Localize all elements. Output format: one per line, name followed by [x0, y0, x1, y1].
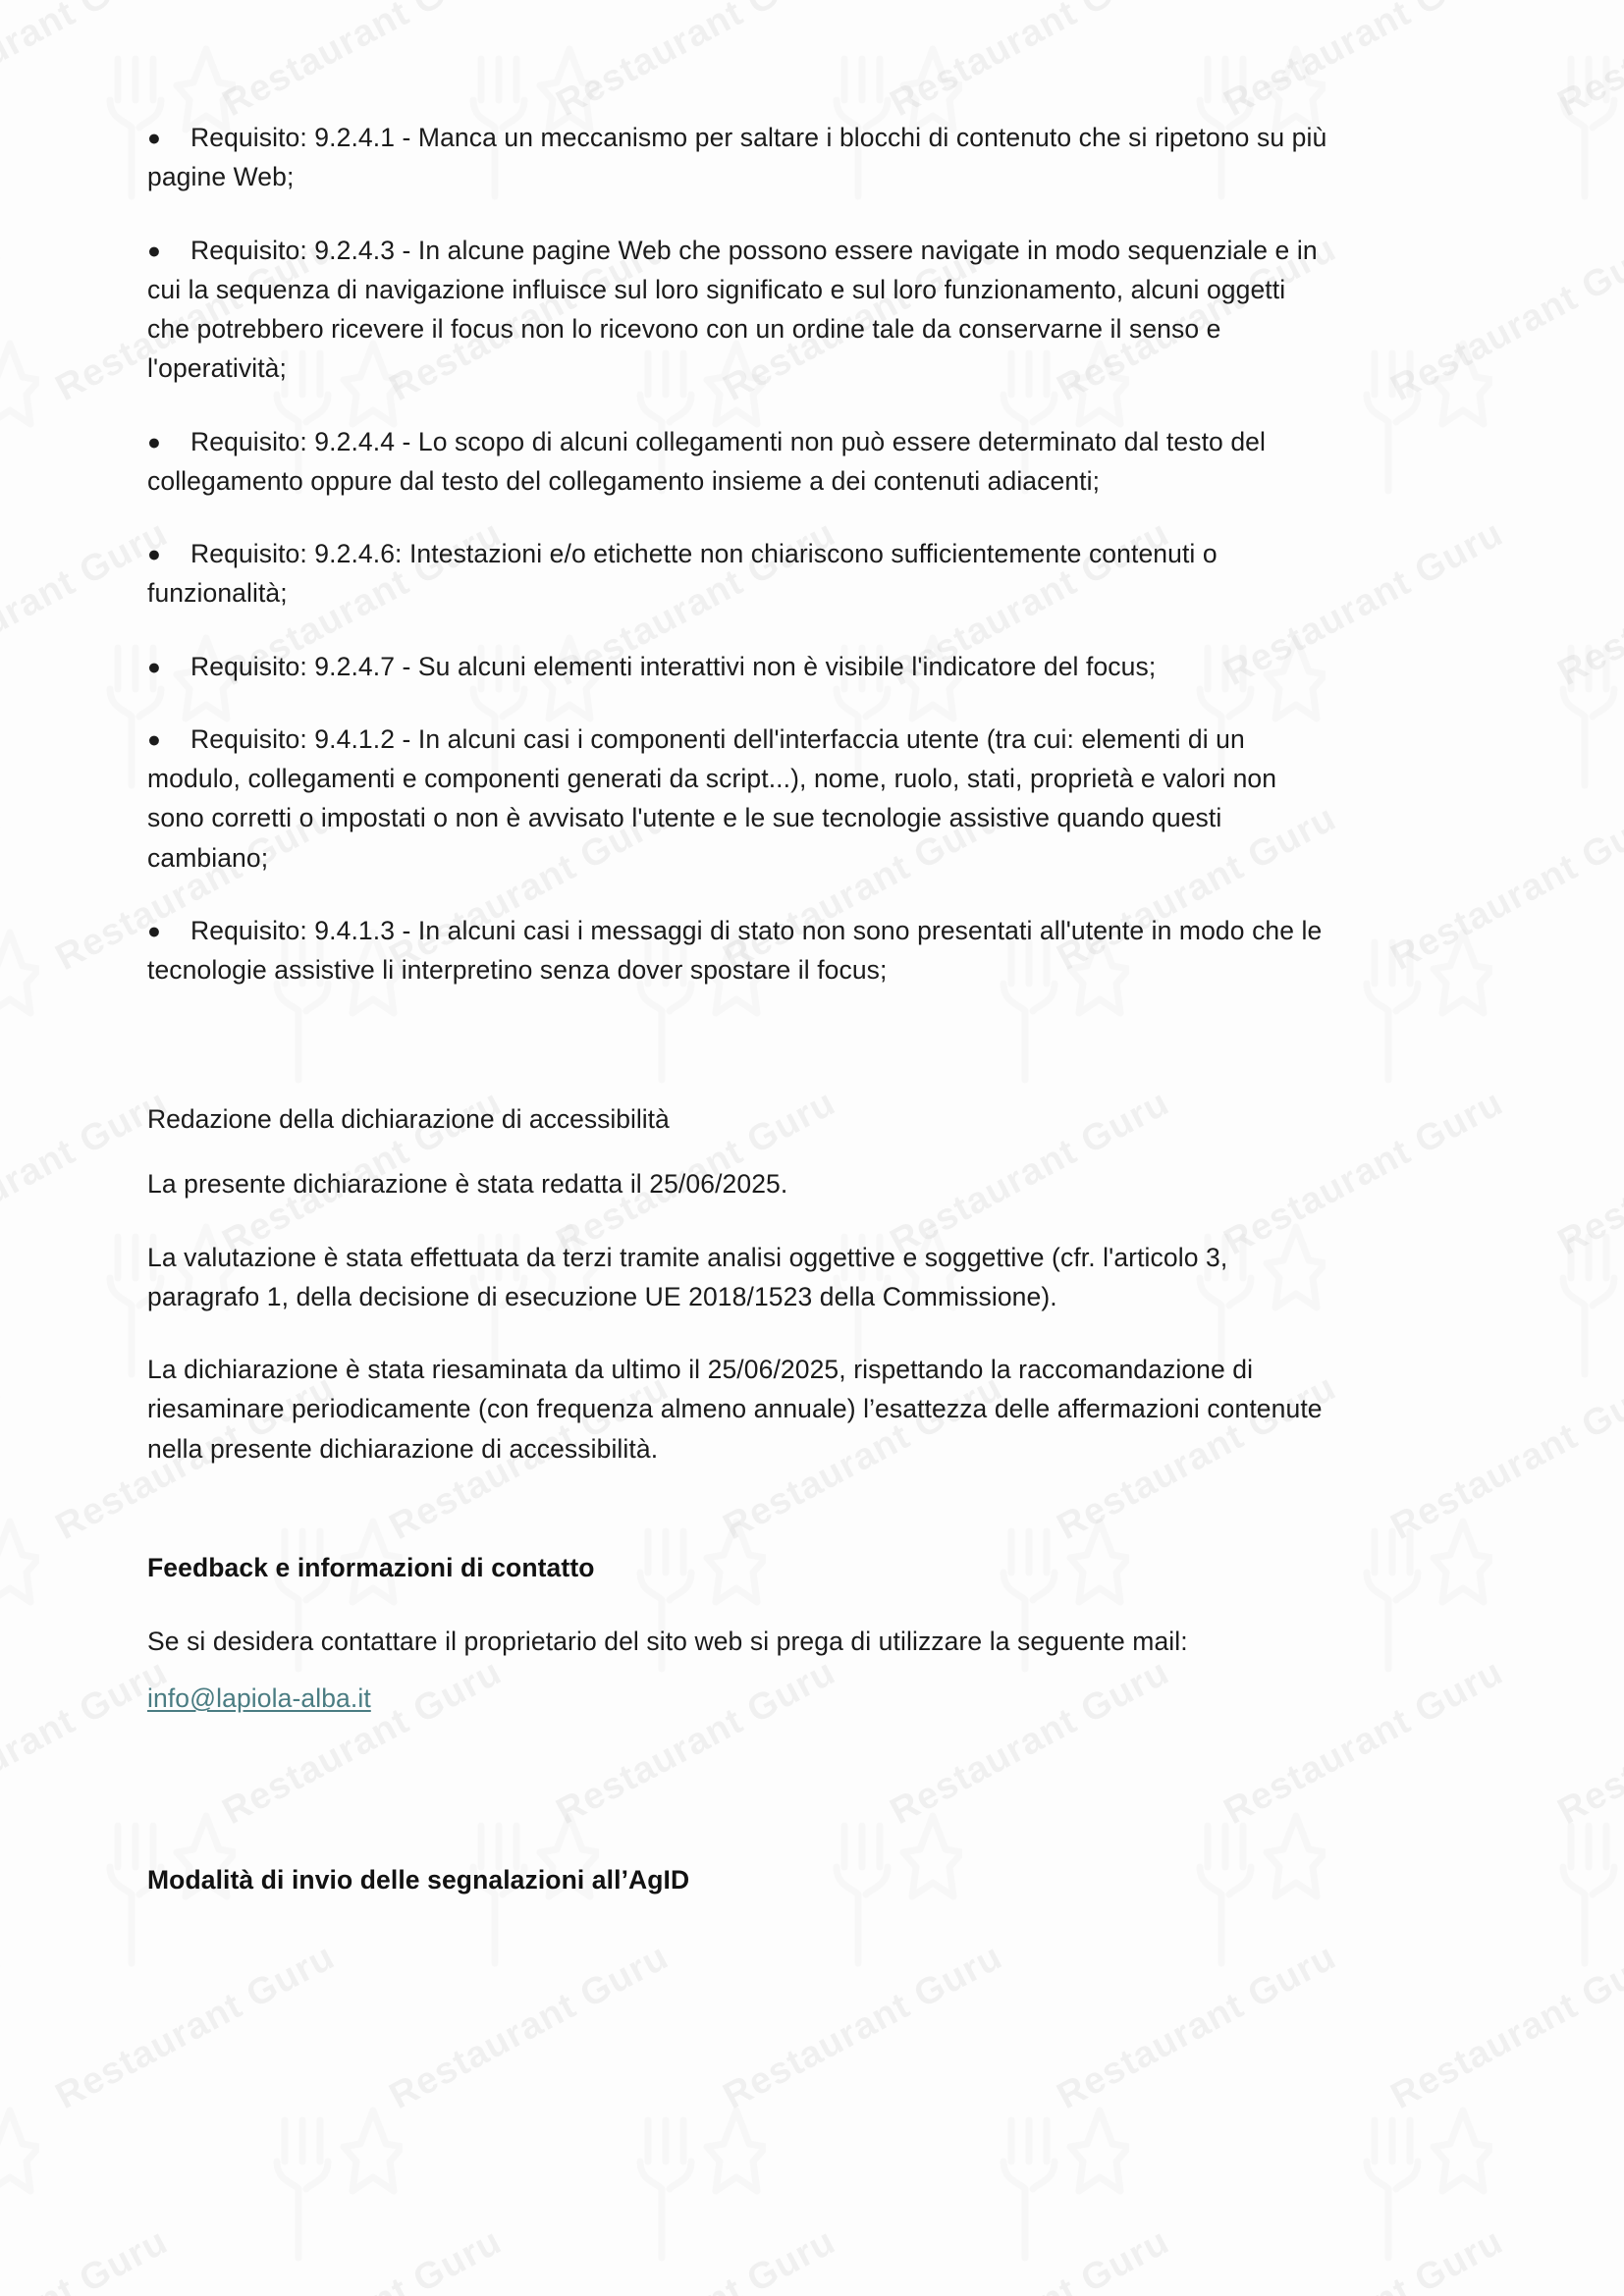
section-spacer — [147, 1024, 1477, 1100]
watermark-text — [0, 2220, 175, 2296]
watermark-text — [1384, 1936, 1624, 2118]
bullet-icon: ● — [147, 541, 161, 567]
watermark-text — [49, 1936, 342, 2118]
watermark-text — [383, 1936, 676, 2118]
redazione-heading: Redazione della dichiarazione di accessibilità — [147, 1103, 670, 1134]
requirement-text: Requisito: 9.2.4.6: Intestazioni e/o etichette non chiariscono sufficientemente contenuti o funzionalità; — [147, 539, 1218, 609]
requirement-item — [147, 118, 1330, 197]
bullet-icon: ● — [147, 653, 161, 679]
requirement-text: Requisito: 9.2.4.1 - Manca un meccanismo per saltare i blocchi di contenuto che si ripetono su più pagine Web; — [147, 123, 1327, 192]
requirement-item — [147, 534, 1330, 614]
redazione-paragraph-1: La presente dichiarazione è stata redatta il 25/06/2025. — [147, 1169, 788, 1200]
requirement-text: Requisito: 9.4.1.2 - In alcuni casi i componenti dell'interfaccia utente (tra cui: elementi di un modulo, collegamenti e componenti generati da script...), nome, ruolo, stati, proprietà e valori non sono corretti o impostati o non è avvisato l'utente e le sue tecnologie assistive quando questi cambiano; — [147, 723, 1277, 873]
watermark-text — [1051, 1936, 1343, 2118]
segnalazioni-heading: Modalità di invio delle segnalazioni all’AgID — [147, 1865, 690, 1896]
feedback-paragraph: Se si desidera contattare il proprietario del sito web si prega di utilizzare la seguente mail: — [147, 1626, 1188, 1656]
fork-and-star-icon — [619, 2101, 766, 2268]
requirement-item — [147, 231, 1330, 389]
watermark-text — [216, 2220, 509, 2296]
bullet-icon: ● — [147, 125, 161, 150]
bullet-icon: ● — [147, 237, 161, 263]
bullet-icon: ● — [147, 428, 161, 454]
section-spacer — [147, 1751, 1477, 1861]
requirement-text: Requisito: 9.2.4.7 - Su alcuni elementi interattivi non è visibile l'indicatore del focus; — [190, 651, 1157, 681]
feedback-email-line — [147, 1679, 1330, 1718]
contact-email-link[interactable]: info@lapiola-alba.it — [147, 1682, 371, 1713]
requirement-text: Requisito: 9.2.4.3 - In alcune pagine Web che possono essere navigate in modo sequenziale e in cui la sequenza di navigazione influisce sul loro significato e sul loro funzionamento, alcuni oggetti che potrebbero ricevere il focus non lo ricevono con un ordine tale da conservarne il senso e l'operatività; — [147, 235, 1318, 384]
watermark-text — [1551, 2220, 1624, 2296]
bullet-icon: ● — [147, 917, 161, 943]
fork-and-star-icon — [0, 2101, 39, 2268]
bullet-icon: ● — [147, 725, 161, 752]
requirement-text: Requisito: 9.2.4.4 - Lo scopo di alcuni collegamenti non può essere determinato dal testo del collegamento oppure dal testo del collegamento insieme a dei contenuti adiacenti; — [147, 426, 1266, 496]
redazione-paragraph-3: La dichiarazione è stata riesaminata da ultimo il 25/06/2025, rispettando la raccomandazione di riesaminare periodicamente (con frequenza almeno annuale) l’esattezza delle affermazioni contenute nella presente dichiarazione di accessibilità. — [147, 1355, 1323, 1464]
requirement-item — [147, 911, 1330, 990]
watermark-text — [884, 2220, 1176, 2296]
requirement-text: Requisito: 9.4.1.3 - In alcuni casi i messaggi di stato non sono presentati all'utente in modo che le tecnologie assistive li interpretino senza dover spostare il focus; — [147, 915, 1323, 986]
requirement-item — [147, 720, 1330, 878]
watermark-text — [717, 1936, 1009, 2118]
requirement-item — [147, 647, 1330, 686]
fork-and-star-icon — [982, 2101, 1129, 2268]
fork-and-star-icon — [1345, 2101, 1492, 2268]
redazione-paragraph-2: La valutazione è stata effettuata da terzi tramite analisi oggettive e soggettive (cfr. l'articolo 3, paragrafo 1, della decisione di esecuzione UE 2018/1523 della Commissione). — [147, 1242, 1228, 1311]
fork-and-star-icon — [255, 2101, 403, 2268]
feedback-heading: Feedback e informazioni di contatto — [147, 1552, 595, 1582]
requirement-item — [147, 422, 1330, 502]
section-spacer — [147, 1502, 1477, 1549]
watermark-text — [550, 2220, 842, 2296]
watermark-text — [0, 1936, 8, 2118]
watermark-text — [1218, 2220, 1510, 2296]
